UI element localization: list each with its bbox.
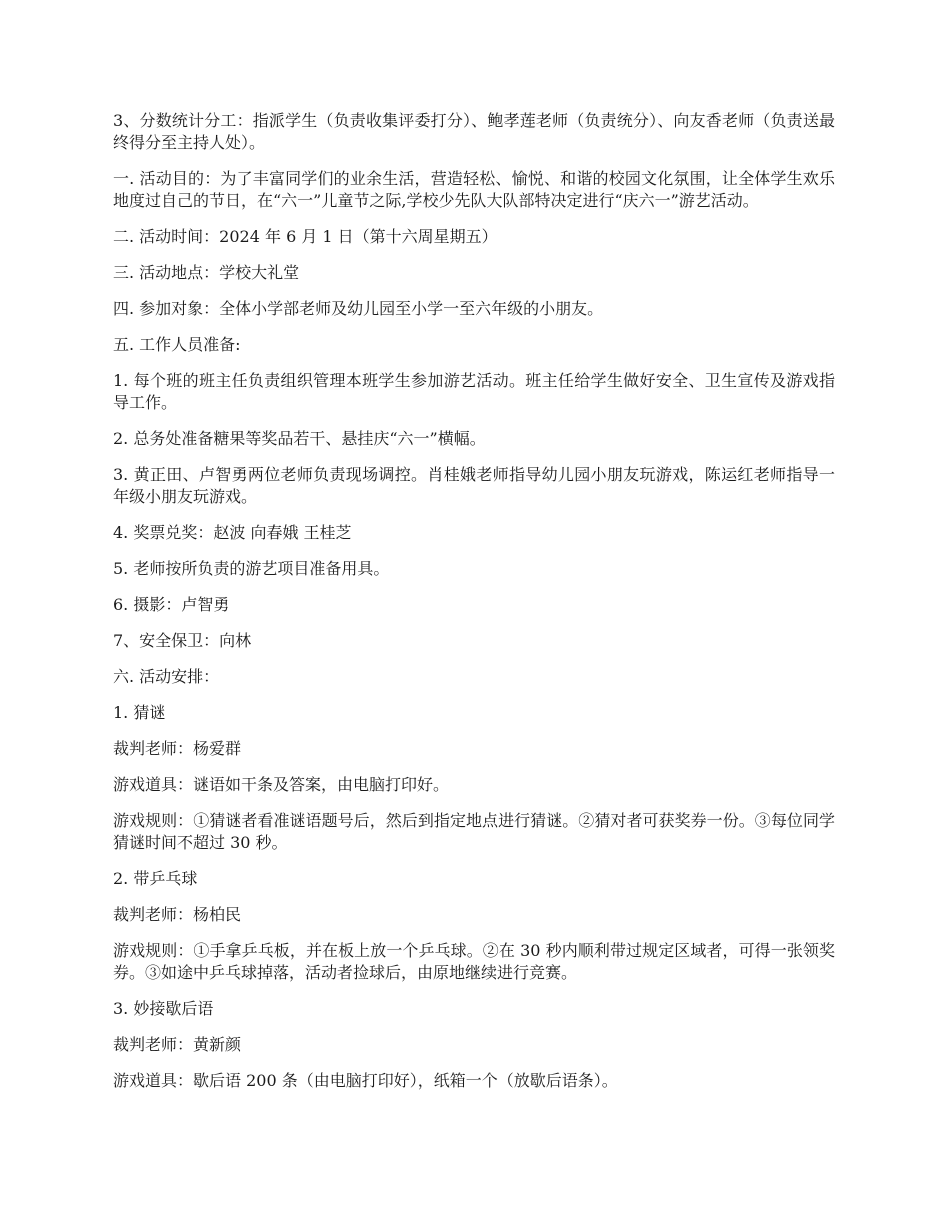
paragraph-game-1-title: 1. 猜谜 [113, 703, 166, 722]
document-body [113, 110, 835, 1106]
paragraph-staff-heading: 五. 工作人员准备: [113, 335, 241, 354]
paragraph-activity-purpose: 一. 活动目的：为了丰富同学们的业余生活，营造轻松、愉悦、和谐的校园文化氛围，让全体学生欢乐地度过自己的节日，在“六一”儿童节之际,学校少先队大队部特决定进行“庆六一”游艺活动。 [113, 169, 835, 210]
paragraph-staff-item-1: 1. 每个班的班主任负责组织管理本班学生参加游艺活动。班主任给学生做好安全、卫生宣传及游戏指导工作。 [113, 371, 835, 412]
paragraph-score-division: 3、分数统计分工：指派学生（负责收集评委打分）、鲍孝莲老师（负责统分）、向友香老师（负责送最终得分至主持人处）。 [113, 111, 835, 152]
paragraph-participants: 四. 参加对象：全体小学部老师及幼儿园至小学一至六年级的小朋友。 [113, 299, 604, 318]
paragraph-activity-time: 二. 活动时间：2024 年 6 月 1 日（第十六周星期五） [113, 227, 498, 246]
paragraph-game-2-rules: 游戏规则：①手拿乒乓板，并在板上放一个乒乓球。②在 30 秒内顺利带过规定区域者，可得一张领奖券。③如途中乒乓球掉落，活动者捡球后，由原地继续进行竞赛。 [113, 941, 835, 982]
paragraph-game-2-title: 2. 带乒乓球 [113, 869, 198, 888]
paragraph-game-3-props: 游戏道具：歇后语 200 条（由电脑打印好），纸箱一个（放歇后语条）。 [113, 1071, 618, 1090]
paragraph-activity-location: 三. 活动地点：学校大礼堂 [113, 263, 300, 282]
paragraph-staff-item-5: 5. 老师按所负责的游艺项目准备用具。 [113, 559, 390, 578]
paragraph-staff-item-6: 6. 摄影：卢智勇 [113, 595, 230, 614]
paragraph-staff-item-2: 2. 总务处准备糖果等奖品若干、悬挂庆“六一”横幅。 [113, 429, 486, 448]
paragraph-game-1-props: 游戏道具：谜语如干条及答案，由电脑打印好。 [113, 775, 450, 794]
paragraph-staff-item-3: 3. 黄正田、卢智勇两位老师负责现场调控。肖桂娥老师指导幼儿园小朋友玩游戏，陈运红老师指导一年级小朋友玩游戏。 [113, 465, 835, 506]
paragraph-arrangement-heading: 六. 活动安排： [113, 667, 220, 686]
paragraph-game-1-referee: 裁判老师：杨爱群 [113, 739, 242, 758]
paragraph-staff-item-7: 7、安全保卫：向林 [113, 631, 252, 650]
paragraph-game-3-title: 3. 妙接歇后语 [113, 999, 214, 1018]
paragraph-game-3-referee: 裁判老师：黄新颜 [113, 1035, 242, 1054]
paragraph-game-2-referee: 裁判老师：杨柏民 [113, 905, 242, 924]
paragraph-game-1-rules: 游戏规则：①猜谜者看准谜语题号后，然后到指定地点进行猜谜。②猜对者可获奖券一份。③每位同学猜谜时间不超过 30 秒。 [113, 811, 835, 852]
paragraph-staff-item-4: 4. 奖票兑奖：赵波 向春娥 王桂芝 [113, 523, 352, 542]
